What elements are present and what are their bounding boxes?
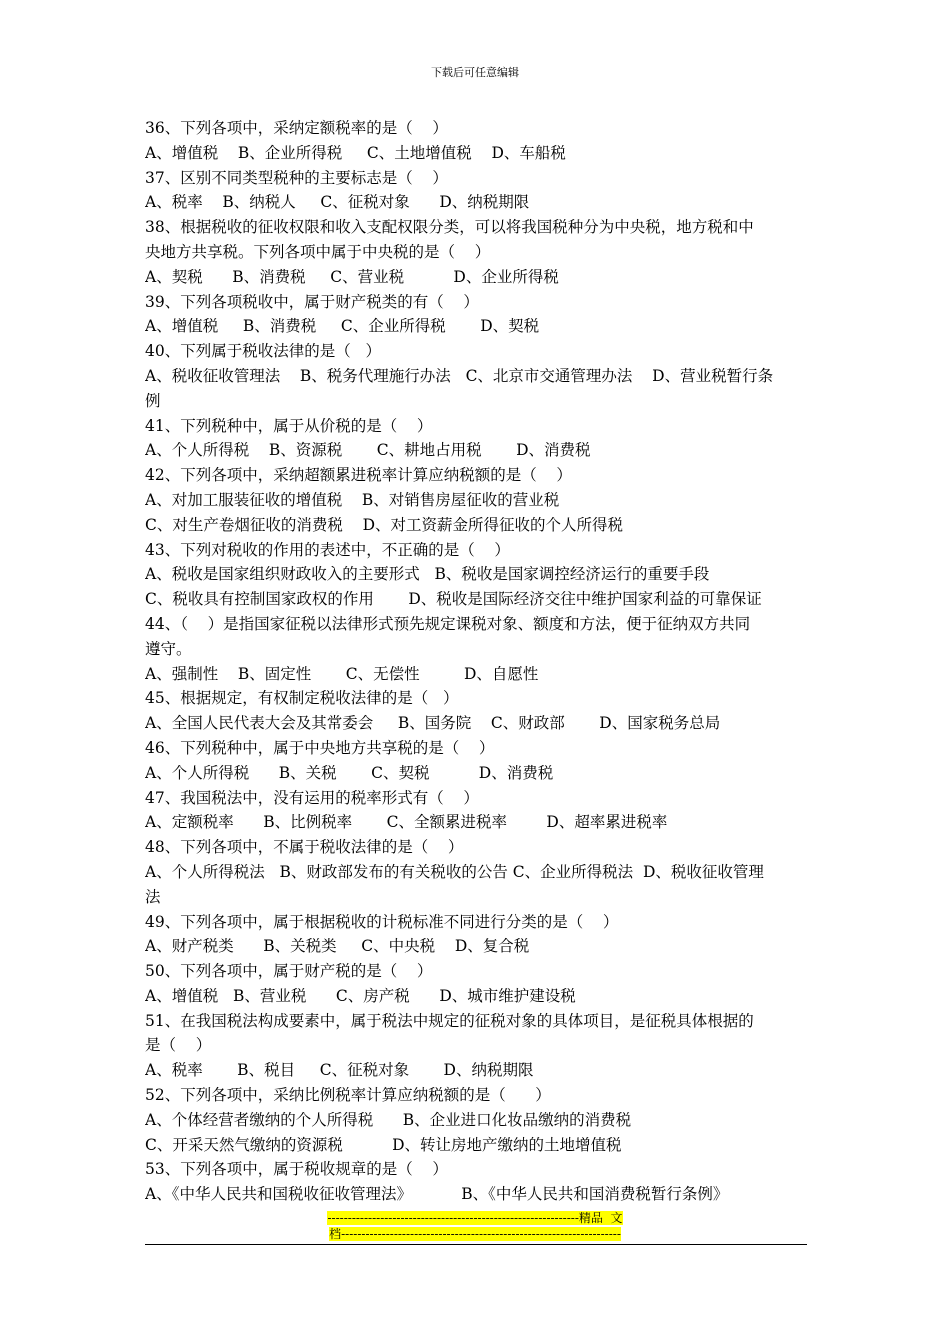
text-line: 53、下列各项中，属于税收规章的是（ ） [145,1160,448,1179]
text-line: 43、下列对税收的作用的表述中，不正确的是（ ） [145,540,510,559]
text-line: A、个体经营者缴纳的个人所得税 B、企业进口化妆品缴纳的消费税 [145,1110,632,1129]
document-body [145,116,807,1207]
text-line: A、强制性 B、固定性 C、无偿性 D、自愿性 [145,664,539,683]
text-line: A、税率 B、税目 C、征税对象 D、纳税期限 [145,1061,534,1080]
footer-watermark-text-1: --------------------------------------------------------------精品 文 [327,1211,623,1225]
text-line: A、全国人民代表大会及其常委会 B、国务院 C、财政部 D、国家税务总局 [145,714,721,733]
text-line: 47、我国税法中，没有运用的税率形式有（ ） [145,788,479,807]
text-line: 央地方共享税。下列各项中属于中央税的是（ ） [145,242,491,261]
text-line: C、税收具有控制国家政权的作用 D、税收是国际经济交往中维护国家利益的可靠保证 [145,590,762,609]
text-line: A、契税 B、消费税 C、营业税 D、企业所得税 [145,267,559,286]
text-line: 38、根据税收的征收权限和收入支配权限分类，可以将我国税种分为中央税，地方税和中 [145,218,754,237]
text-line: 是（ ） [145,1036,212,1055]
text-line: A、财产税类 B、关税类 C、中央税 D、复合税 [145,937,530,956]
page-header: 下载后可任意编辑 [431,66,519,79]
text-line: 法 [145,887,161,906]
text-line: A、增值税 B、企业所得税 C、土地增值税 D、车船税 [145,143,566,162]
text-line: A、增值税 B、营业税 C、房产税 D、城市维护建设税 [145,986,576,1005]
text-line: A、定额税率 B、比例税率 C、全额累进税率 D、超率累进税率 [145,813,668,832]
text-line: A、个人所得税 B、关税 C、契税 D、消费税 [145,763,554,782]
text-line: 39、下列各项税收中，属于财产税类的有（ ） [145,292,479,311]
text-line: 37、区别不同类型税种的主要标志是（ ） [145,168,448,187]
text-line: 45、根据规定，有权制定税收法律的是（ ） [145,689,459,708]
text-line: A、个人所得税法 B、财政部发布的有关税收的公告 C、企业所得税法 D、税收征收管理 [145,862,764,881]
text-line: 51、在我国税法构成要素中，属于税法中规定的征税对象的具体项目，是征税具体根据的 [145,1011,754,1030]
text-line: 41、下列税种中，属于从价税的是（ ） [145,416,433,435]
text-line: A、税收是国家组织财政收入的主要形式 B、税收是国家调控经济运行的重要手段 [145,565,710,584]
text-line: A、个人所得税 B、资源税 C、耕地占用税 D、消费税 [145,441,591,460]
text-line: 44、（ ）是指国家征税以法律形式预先规定课税对象、额度和方法，便于征纳双方共同 [145,614,751,633]
text-line: 49、下列各项中，属于根据税收的计税标准不同进行分类的是（ ） [145,912,619,931]
text-line: A、《中华人民共和国税收征收管理法》 B、《中华人民共和国消费税暂行条例》 [145,1185,729,1204]
text-line: 50、下列各项中，属于财产税的是（ ） [145,962,433,981]
text-line: 例 [145,391,161,410]
text-line: 48、下列各项中，不属于税收法律的是（ ） [145,838,464,857]
footer-rule [145,1244,807,1245]
text-line: 52、下列各项中，采纳比例税率计算应纳税额的是（ ） [145,1086,551,1105]
footer-watermark-line-2 [0,1227,950,1241]
text-line: A、对加工服装征收的增值税 B、对销售房屋征收的营业税 [145,490,560,509]
text-line: C、开采天然气缴纳的资源税 D、转让房地产缴纳的土地增值税 [145,1135,622,1154]
footer-watermark-line-1 [0,1211,950,1225]
text-line: A、税率 B、纳税人 C、征税对象 D、纳税期限 [145,193,530,212]
text-line: C、对生产卷烟征收的消费税 D、对工资薪金所得征收的个人所得税 [145,515,623,534]
footer-watermark-text-2: 档--------------------------------------------------------------------- [329,1227,621,1241]
text-line: 36、下列各项中，采纳定额税率的是（ ） [145,119,448,137]
text-line: A、增值税 B、消费税 C、企业所得税 D、契税 [145,317,540,336]
text-line: A、税收征收管理法 B、税务代理施行办法 C、北京市交通管理办法 D、营业税暂行条 [145,366,774,385]
text-line: 遵守。 [145,639,192,658]
text-line: 42、下列各项中，采纳超额累进税率计算应纳税额的是（ ） [145,466,572,485]
text-line: 46、下列税种中，属于中央地方共享税的是（ ） [145,738,495,757]
text-line: 40、下列属于税收法律的是（ ） [145,342,382,361]
